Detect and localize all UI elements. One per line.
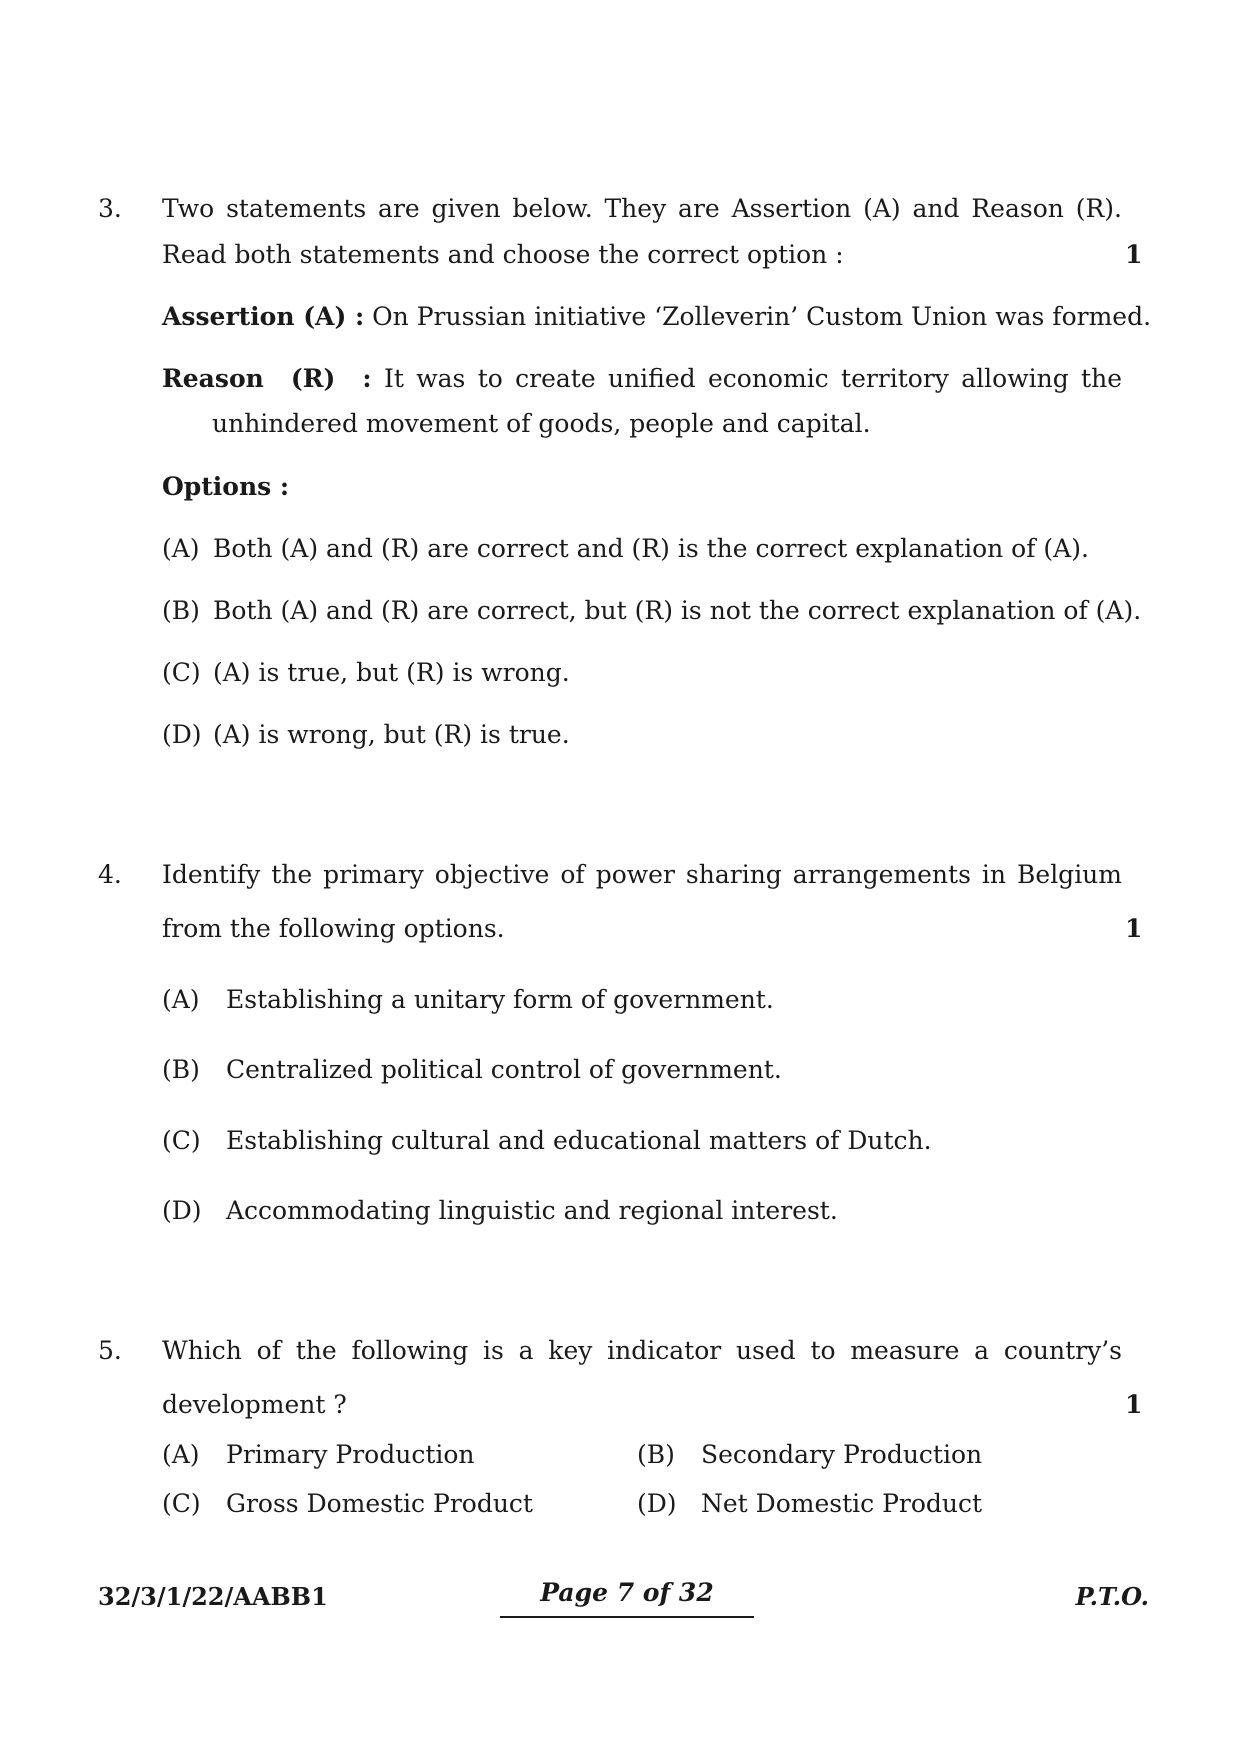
assertion: [162, 302, 1152, 331]
options-label: Options :: [162, 472, 290, 501]
question-5-line-1: Which of the following is a key indicator used to measure a country’s: [162, 1336, 1122, 1365]
question-3-line-2: Read both statements and choose the correct option :: [162, 240, 844, 269]
question-4-line-2: from the following options.: [162, 914, 505, 943]
q3-option-a: (A) Both (A) and (R) are correct and (R) is the correct explanation of (A).: [162, 534, 1089, 563]
paper-code: 32/3/1/22/AABB1: [98, 1582, 328, 1611]
q4-option-d: (D) Accommodating linguistic and regional interest.: [162, 1196, 838, 1225]
q5-option-d: (D) Net Domestic Product: [637, 1489, 983, 1518]
question-3-marks: 1: [1125, 240, 1143, 269]
reason-label: Reason (R) :: [162, 364, 372, 393]
reason-line-1: [162, 364, 1122, 393]
q3-option-d: (D) (A) is wrong, but (R) is true.: [162, 720, 570, 749]
q3-option-c: (C) (A) is true, but (R) is wrong.: [162, 658, 570, 687]
q3-option-b: (B) Both (A) and (R) are correct, but (R) is not the correct explanation of (A).: [162, 596, 1142, 625]
question-3-line-1: Two statements are given below. They are Assertion (A) and Reason (R).: [162, 194, 1122, 223]
assertion-text: On Prussian initiative ‘Zolleverin’ Custom Union was formed.: [372, 302, 1152, 331]
question-4-marks: 1: [1125, 914, 1143, 943]
q4-option-c: (C) Establishing cultural and educational matters of Dutch.: [162, 1126, 932, 1155]
q4-option-b: (B) Centralized political control of government.: [162, 1055, 782, 1084]
page-number-underline: [500, 1616, 754, 1618]
question-5-line-2: development ?: [162, 1390, 347, 1419]
question-4-number: 4.: [98, 860, 122, 889]
assertion-label: Assertion (A) :: [162, 302, 365, 331]
question-4-line-1: Identify the primary objective of power sharing arrangements in Belgium: [162, 860, 1122, 889]
q5-option-c: (C) Gross Domestic Product: [162, 1489, 533, 1518]
q5-option-a: (A) Primary Production: [162, 1440, 475, 1469]
question-3-number: 3.: [98, 194, 122, 223]
q5-option-b: (B) Secondary Production: [637, 1440, 983, 1469]
pto-label: P.T.O.: [1075, 1582, 1149, 1611]
reason-line-2: unhindered movement of goods, people and capital.: [212, 409, 871, 438]
page-number: Page 7 of 32: [540, 1578, 714, 1607]
q4-option-a: (A) Establishing a unitary form of government.: [162, 985, 774, 1014]
reason-text-1: It was to create unified economic territory allowing the: [384, 364, 1122, 393]
question-5-marks: 1: [1125, 1390, 1143, 1419]
question-5-number: 5.: [98, 1336, 122, 1365]
